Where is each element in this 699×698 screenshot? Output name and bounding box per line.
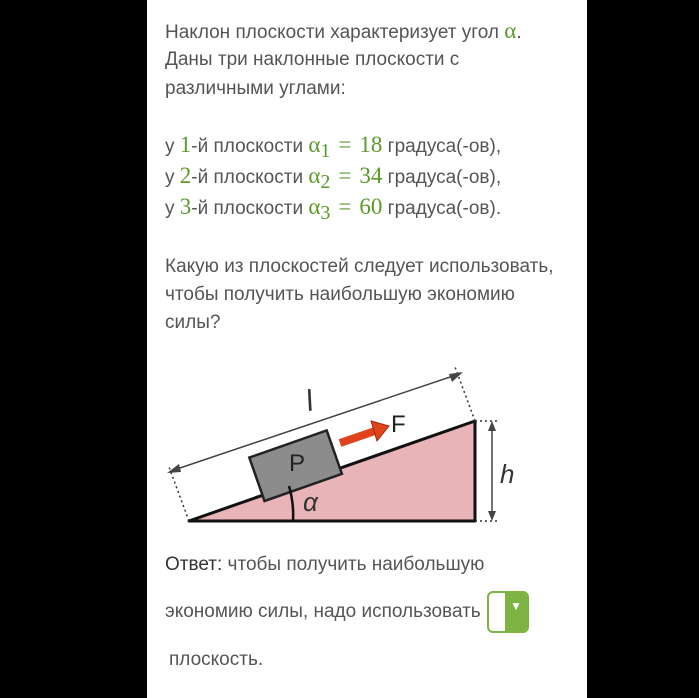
prompt-line-1: Какую из плоскостей следует использовать, xyxy=(165,256,554,277)
question-line-3: различными углами: xyxy=(165,78,346,99)
plane-row-3: у 3-й плоскости α3 = 60 градуса(-ов). xyxy=(165,194,502,224)
answer-line-2: экономию силы, надо использовать xyxy=(165,601,481,622)
height-arrowhead-top xyxy=(488,421,496,431)
angle-label: α xyxy=(303,487,318,517)
length-arrowhead-right xyxy=(449,372,463,382)
answer-line-3: плоскость. xyxy=(169,649,264,670)
plane-row-2: у 2-й плоскости α2 = 34 градуса(-ов), xyxy=(165,163,502,193)
prompt-line-2: чтобы получить наибольшую экономию xyxy=(165,284,515,305)
force-arrowhead xyxy=(371,421,389,441)
inclined-plane-diagram xyxy=(147,355,587,535)
angle-value: 18 xyxy=(359,132,383,157)
height-arrowhead-bottom xyxy=(488,511,496,521)
answer-line-1: Ответ: чтобы получить наибольшую xyxy=(165,554,485,575)
question-line-2: Даны три наклонные плоскости с xyxy=(165,49,460,70)
length-extension-left xyxy=(169,467,189,521)
prompt-line-3: силы? xyxy=(165,312,221,333)
triangle-down-icon[interactable]: ▼ xyxy=(505,593,527,631)
angle-value: 34 xyxy=(359,163,383,188)
angle-value: 60 xyxy=(359,194,383,219)
question-line-1: Наклон плоскости характеризует угол α. xyxy=(165,18,522,43)
force-label: F xyxy=(391,411,406,438)
answer-label: Ответ: xyxy=(165,554,223,575)
alpha-symbol: α xyxy=(504,18,517,43)
plane-row-1: у 1-й плоскости α1 = 18 градуса(-ов), xyxy=(165,132,502,162)
plane-select-dropdown[interactable] xyxy=(487,591,529,633)
length-label: l xyxy=(305,384,315,418)
weight-label: P xyxy=(289,450,306,477)
task-card xyxy=(147,0,587,698)
height-label: h xyxy=(500,459,515,489)
force-arrow-shaft xyxy=(340,431,375,443)
